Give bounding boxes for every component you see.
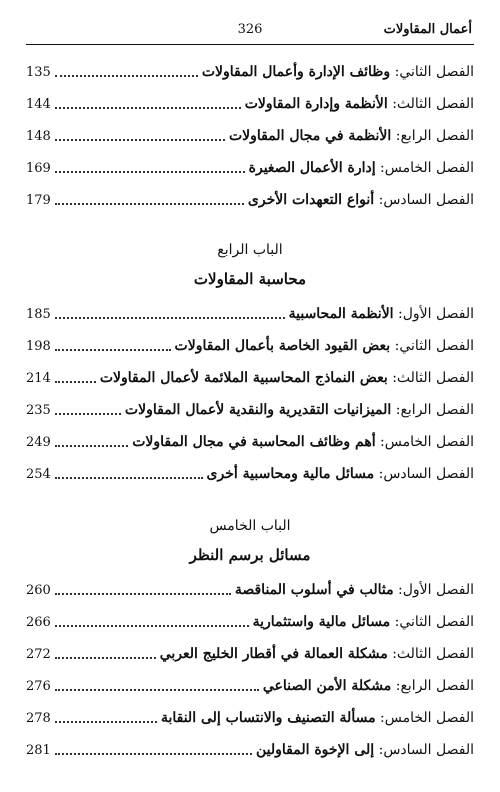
chapter-title: وظائف الإدارة وأعمال المقاولات [201, 64, 391, 80]
leader-dots [55, 413, 121, 415]
chapter-title: الأنظمة وإدارة المقاولات [244, 96, 388, 112]
chapter-label: الفصل الرابع: [395, 678, 474, 694]
chapter-title: إدارة الأعمال الصغيرة [248, 160, 376, 176]
chapter-page: 148 [26, 129, 51, 144]
toc-entry [26, 426, 474, 458]
page-number: 326 [237, 22, 263, 37]
chapter-title: مشكلة العمالة في أقطار الخليج العربي [159, 646, 388, 662]
chapter-label: الفصل السادس: [378, 192, 474, 208]
toc-entry [26, 394, 474, 426]
toc-entry [26, 702, 474, 734]
page-header [26, 22, 474, 45]
chapter-label: الفصل الأول: [398, 306, 474, 322]
running-title: أعمال المقاولات [383, 22, 472, 37]
part-title: مسائل برسم النظر [189, 546, 311, 564]
chapter-title: أهم وظائف المحاسبة في مجال المقاولات [132, 434, 376, 450]
leader-dots [55, 381, 96, 383]
chapter-title: مسائل مالية واستثمارية [252, 614, 391, 630]
toc-part3-list [26, 56, 474, 216]
chapter-label: الفصل الخامس: [380, 710, 474, 726]
chapter-title: مسائل مالية ومحاسبية أخرى [206, 466, 375, 482]
chapter-page: 272 [26, 647, 51, 662]
chapter-label: الفصل الخامس: [380, 434, 474, 450]
leader-dots [55, 477, 203, 479]
chapter-page: 235 [26, 403, 51, 418]
part5-heading [26, 512, 474, 570]
chapter-label: الفصل السادس: [378, 742, 474, 758]
chapter-label: الفصل الأول: [398, 582, 474, 598]
leader-dots [55, 445, 128, 447]
chapter-label: الفصل الرابع: [395, 128, 474, 144]
toc-part4-list [26, 298, 474, 490]
toc-entry [26, 56, 474, 88]
leader-dots [55, 139, 225, 141]
leader-dots [55, 349, 171, 351]
toc-entry [26, 362, 474, 394]
toc-entry [26, 152, 474, 184]
chapter-page: 266 [26, 615, 51, 630]
chapter-page: 281 [26, 743, 51, 758]
part-label: الباب الخامس [209, 518, 291, 534]
chapter-label: الفصل الرابع: [395, 402, 474, 418]
toc-entry [26, 734, 474, 766]
toc-entry [26, 606, 474, 638]
chapter-title: أنواع التعهدات الأخرى [247, 192, 375, 208]
chapter-label: الفصل الثاني: [394, 64, 474, 80]
chapter-label: الفصل السادس: [378, 466, 474, 482]
toc-entry [26, 458, 474, 490]
part4-heading [26, 236, 474, 294]
leader-dots [55, 171, 245, 173]
chapter-title: بعض النماذج المحاسبية الملائمة لأعمال المقاولات [99, 370, 388, 386]
chapter-title: مشكلة الأمن الصناعي [262, 678, 392, 694]
chapter-page: 249 [26, 435, 51, 450]
leader-dots [55, 317, 285, 319]
chapter-label: الفصل الثالث: [392, 370, 474, 386]
toc-entry [26, 574, 474, 606]
chapter-title: الميزانيات التقديرية والنقدية لأعمال المقاولات [124, 402, 392, 418]
toc-entry [26, 298, 474, 330]
chapter-label: الفصل الثالث: [392, 96, 474, 112]
leader-dots [55, 75, 198, 77]
leader-dots [55, 107, 241, 109]
toc-entry [26, 184, 474, 216]
chapter-page: 144 [26, 97, 51, 112]
chapter-page: 214 [26, 371, 51, 386]
toc-entry [26, 88, 474, 120]
chapter-page: 276 [26, 679, 51, 694]
leader-dots [55, 721, 157, 723]
leader-dots [55, 203, 244, 205]
leader-dots [55, 753, 252, 755]
chapter-title: الأنظمة المحاسبية [288, 306, 394, 322]
chapter-title: إلى الإخوة المقاولين [255, 742, 375, 758]
chapter-title: الأنظمة في مجال المقاولات [228, 128, 392, 144]
chapter-label: الفصل الثالث: [392, 646, 474, 662]
chapter-page: 179 [26, 193, 51, 208]
leader-dots [55, 657, 156, 659]
chapter-page: 278 [26, 711, 51, 726]
toc-entry [26, 330, 474, 362]
chapter-label: الفصل الثاني: [394, 338, 474, 354]
chapter-page: 198 [26, 339, 51, 354]
chapter-label: الفصل الثاني: [394, 614, 474, 630]
chapter-title: بعض القيود الخاصة بأعمال المقاولات [174, 338, 391, 354]
chapter-title: مثالب في أسلوب المناقصة [234, 582, 394, 598]
toc-entry [26, 638, 474, 670]
leader-dots [55, 593, 231, 595]
toc-part5-list [26, 574, 474, 766]
toc-entry [26, 670, 474, 702]
chapter-page: 260 [26, 583, 51, 598]
leader-dots [55, 625, 249, 627]
chapter-page: 135 [26, 65, 51, 80]
chapter-page: 185 [26, 307, 51, 322]
leader-dots [55, 689, 259, 691]
chapter-label: الفصل الخامس: [380, 160, 474, 176]
chapter-title: مسألة التصنيف والانتساب إلى النقابة [160, 710, 376, 726]
part-title: محاسبة المقاولات [193, 270, 307, 288]
chapter-page: 169 [26, 161, 51, 176]
toc-entry [26, 120, 474, 152]
chapter-page: 254 [26, 467, 51, 482]
part-label: الباب الرابع [217, 242, 283, 258]
